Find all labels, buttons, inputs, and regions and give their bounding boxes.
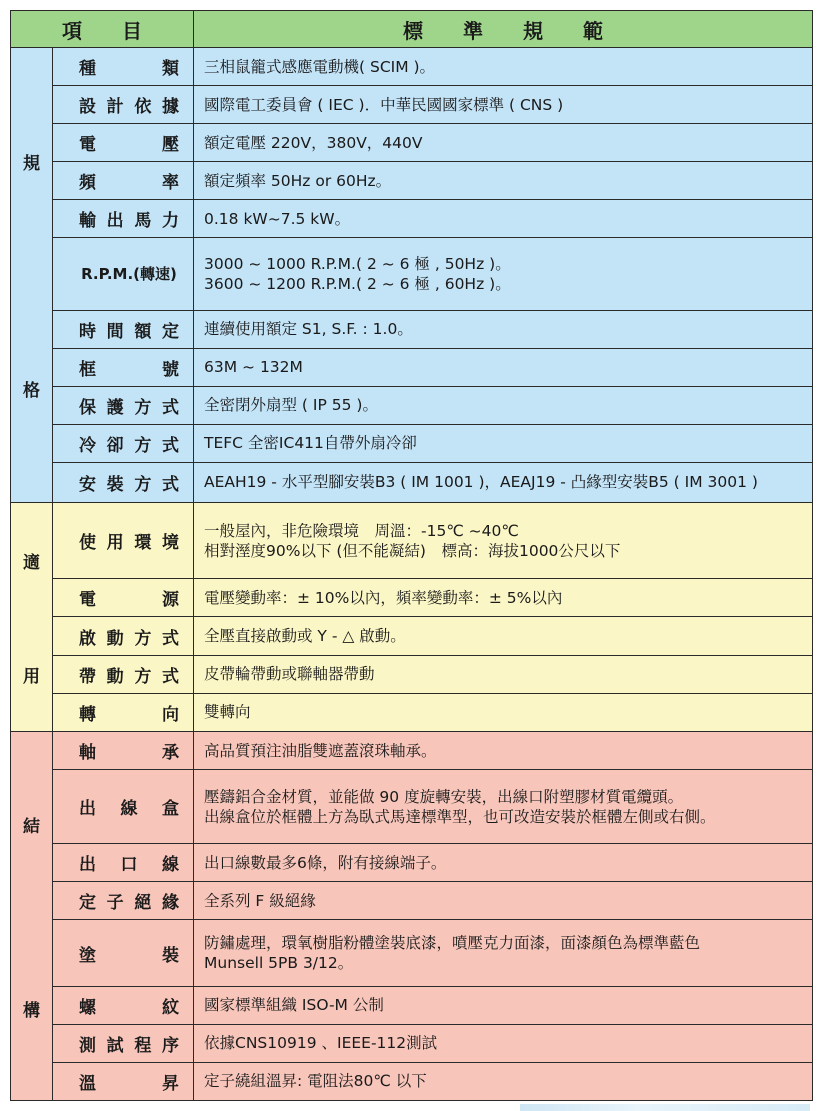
- row-item-char: 口: [120, 855, 138, 876]
- row-item-label: [53, 348, 194, 386]
- row-item-char: 定: [79, 893, 96, 914]
- row-item-char: 帶: [79, 666, 96, 687]
- row-item-char: 線: [162, 855, 179, 876]
- row-item-char: 方: [134, 474, 152, 495]
- table-row: [11, 579, 813, 617]
- row-item-char: 轉: [79, 704, 96, 725]
- value-line: 全密閉外扇型 ( IP 55 )。: [204, 396, 378, 415]
- row-item-label: [53, 462, 194, 502]
- value-line: 全系列 F 級絕緣: [204, 891, 316, 910]
- row-item-char: 源: [162, 590, 179, 611]
- value-line: 額定電壓 220V，380V，440V: [204, 133, 423, 152]
- row-item-label: [53, 579, 194, 617]
- row-item-label: [53, 920, 194, 986]
- spec-table: [10, 10, 813, 1101]
- table-row: [11, 348, 813, 386]
- value-line: 出口線數最多6條，附有接線端子。: [204, 853, 447, 872]
- table-row: [11, 732, 813, 770]
- row-item-char: 種: [79, 59, 96, 80]
- row-value: [194, 655, 813, 693]
- row-value: [194, 503, 813, 579]
- row-item-char: 序: [161, 1035, 179, 1056]
- row-item-char: 保: [79, 397, 96, 418]
- row-item-label: [53, 732, 194, 770]
- value-line: AEAH19 - 水平型腳安裝B3 ( IM 1001 )，AEAJ19 - 凸緣型安裝B5 ( IM 3001 ): [204, 473, 758, 492]
- value-line: 定子繞組溫昇: 電阻法80℃ 以下: [204, 1072, 427, 1091]
- row-item-char: 承: [162, 743, 179, 764]
- row-value: [194, 844, 813, 882]
- row-item-char: 設: [79, 97, 96, 118]
- value-line: 依據CNS10919 、IEEE-112測試: [204, 1034, 438, 1053]
- row-item-char: 依: [134, 97, 152, 118]
- row-item-char: 據: [161, 97, 179, 118]
- table-row: [11, 200, 813, 238]
- row-item-char: 用: [106, 533, 124, 554]
- row-value: [194, 693, 813, 731]
- row-value: [194, 882, 813, 920]
- table-header-row: [11, 11, 813, 48]
- row-item-label: [53, 882, 194, 920]
- row-value: [194, 1062, 813, 1100]
- table-row: [11, 617, 813, 655]
- row-item-label: [53, 200, 194, 238]
- table-row: [11, 1062, 813, 1100]
- row-item-char: 頻: [79, 173, 96, 194]
- row-item-label: [53, 770, 194, 844]
- row-item-label: [53, 503, 194, 579]
- row-item-char: 式: [161, 474, 179, 495]
- table-row: [11, 655, 813, 693]
- row-item-label: [53, 1024, 194, 1062]
- row-item-label: [53, 124, 194, 162]
- value-line: 高品質預注油脂雙遮蓋滾珠軸承。: [204, 741, 437, 760]
- table-row: [11, 424, 813, 462]
- row-item-char: 方: [134, 397, 152, 418]
- row-value: [194, 124, 813, 162]
- row-item-char: 昇: [162, 1073, 179, 1094]
- value-line: Munsell 5PB 3/12。: [204, 954, 354, 973]
- value-line: 3000 ~ 1000 R.P.M.( 2 ~ 6 極 , 50Hz )。: [204, 254, 511, 273]
- row-item-char: 測: [79, 1035, 96, 1056]
- row-item-char: 試: [106, 1035, 124, 1056]
- row-item-label: [53, 844, 194, 882]
- row-item-char: 時: [79, 321, 96, 342]
- row-item-char: 動: [106, 628, 124, 649]
- row-value: [194, 386, 813, 424]
- value-line: 一般屋內，非危險環境 周溫：-15℃ ~40℃: [204, 521, 519, 540]
- table-row: [11, 124, 813, 162]
- row-item-char: 方: [134, 666, 152, 687]
- table-row: [11, 986, 813, 1024]
- group-char: 規: [23, 154, 40, 174]
- row-value: [194, 770, 813, 844]
- row-item-char: 定: [161, 321, 179, 342]
- row-item-label: [53, 86, 194, 124]
- value-line: 0.18 kW~7.5 kW。: [204, 209, 351, 228]
- group-char: 構: [23, 1000, 40, 1021]
- value-line: 出線盒位於框體上方為臥式馬達標準型，也可改造安裝於框體左側或右側。: [204, 807, 716, 826]
- row-item-char: 率: [162, 173, 179, 194]
- row-value: [194, 1024, 813, 1062]
- value-line: 連續使用額定 S1, S.F. : 1.0。: [204, 320, 413, 339]
- row-value: [194, 462, 813, 502]
- row-item-char: 程: [134, 1035, 152, 1056]
- row-item-char: 緣: [161, 893, 179, 914]
- group-label-env: [11, 503, 53, 732]
- row-value: [194, 86, 813, 124]
- row-item-char: 方: [134, 435, 152, 456]
- row-value: [194, 238, 813, 310]
- row-item-char: 卻: [106, 435, 124, 456]
- group-label-spec: [11, 48, 53, 503]
- row-item-char: 方: [134, 628, 152, 649]
- value-line: 三相鼠籠式感應電動機( SCIM )。: [204, 57, 436, 76]
- row-item-char: 類: [162, 59, 179, 80]
- row-item-char: 馬: [134, 211, 152, 232]
- value-line: 雙轉向: [204, 703, 251, 722]
- row-item-char: 出: [79, 855, 96, 876]
- row-item-label: [53, 655, 194, 693]
- row-item-char: 號: [162, 359, 179, 380]
- row-item-char: 啟: [79, 628, 96, 649]
- row-item-char: 出: [106, 211, 124, 232]
- table-row: [11, 162, 813, 200]
- row-item-char: 力: [161, 211, 179, 232]
- value-line: 壓鑄鋁合金材質，並能做 90 度旋轉安裝，出線口附塑膠材質電纜頭。: [204, 787, 684, 806]
- value-line: 3600 ~ 1200 R.P.M.( 2 ~ 6 極 , 60Hz )。: [204, 274, 511, 293]
- value-line: 國家標準組織 ISO-M 公制: [204, 996, 384, 1015]
- row-item-char: 軸: [79, 743, 96, 764]
- value-line: 相對溼度90%以下 (但不能凝結) 標高：海拔1000公尺以下: [204, 541, 621, 560]
- row-item-char: 動: [106, 666, 124, 687]
- row-item-char: 塗: [79, 945, 96, 966]
- table-row: [11, 310, 813, 348]
- row-item-char: 式: [161, 666, 179, 687]
- row-value: [194, 162, 813, 200]
- table-row: [11, 693, 813, 731]
- table-row: [11, 503, 813, 579]
- row-item-label: [53, 1062, 194, 1100]
- row-item-char: 電: [79, 590, 96, 611]
- value-line: 額定頻率 50Hz or 60Hz。: [204, 171, 392, 190]
- row-item-char: 式: [161, 397, 179, 418]
- row-item-char: 向: [162, 704, 179, 725]
- row-item-char: 護: [106, 397, 124, 418]
- row-item-char: 子: [106, 893, 124, 914]
- row-item-char: 盒: [162, 799, 179, 820]
- group-char: 結: [23, 816, 40, 837]
- table-row: [11, 770, 813, 844]
- row-item-char: 使: [79, 533, 96, 554]
- row-item-char: 螺: [79, 997, 96, 1018]
- group-char: 適: [23, 552, 40, 573]
- row-item-char: 絕: [134, 893, 152, 914]
- value-line: 國際電工委員會 ( IEC )．中華民國國家標準 ( CNS ): [204, 95, 564, 114]
- row-item-char: 裝: [106, 474, 124, 495]
- row-value: [194, 310, 813, 348]
- header-item: 項 目: [11, 11, 194, 48]
- header-standard: 標 準 規 範: [194, 11, 813, 48]
- row-item-label: [53, 617, 194, 655]
- row-item-char: 式: [161, 435, 179, 456]
- table-row: [11, 48, 813, 86]
- row-item-char: 境: [161, 533, 179, 554]
- row-item-char: 出: [79, 799, 96, 820]
- table-row: [11, 920, 813, 986]
- row-item-label: [53, 986, 194, 1024]
- value-line: 皮帶輪帶動或聯軸器帶動: [204, 665, 375, 684]
- table-row: [11, 462, 813, 502]
- row-value: [194, 200, 813, 238]
- row-item-text: R.P.M.(轉速): [81, 265, 177, 284]
- footer-strip: [520, 1104, 810, 1111]
- row-value: [194, 424, 813, 462]
- group-label-struct: [11, 732, 53, 1101]
- table-row: [11, 882, 813, 920]
- row-item-char: 輸: [79, 211, 96, 232]
- table-row: [11, 1024, 813, 1062]
- table-row: [11, 238, 813, 310]
- value-line: 全壓直接啟動或 Y - △ 啟動。: [204, 627, 406, 646]
- row-item-char: 框: [79, 359, 96, 380]
- value-line: 63M ~ 132M: [204, 358, 303, 377]
- row-item-label: [53, 386, 194, 424]
- row-item-label: [53, 48, 194, 86]
- row-item-label: [53, 162, 194, 200]
- row-value: [194, 348, 813, 386]
- row-value: [194, 920, 813, 986]
- row-value: [194, 48, 813, 86]
- group-char: 用: [23, 666, 40, 687]
- group-char: 格: [23, 381, 40, 401]
- table-row: [11, 86, 813, 124]
- row-item-char: 式: [161, 628, 179, 649]
- row-item-label: [53, 693, 194, 731]
- row-value: [194, 732, 813, 770]
- row-value: [194, 579, 813, 617]
- value-line: TEFC 全密IC411自帶外扇冷卻: [204, 434, 417, 453]
- value-line: 防鏽處理，環氧樹脂粉體塗裝底漆，噴壓克力面漆，面漆顏色為標準藍色: [204, 934, 701, 953]
- row-item-label: [53, 424, 194, 462]
- row-item-char: 紋: [162, 997, 179, 1018]
- row-item-char: 間: [106, 321, 124, 342]
- row-value: [194, 986, 813, 1024]
- row-item-char: 線: [120, 799, 138, 820]
- row-item-label: [53, 238, 194, 310]
- row-item-char: 安: [79, 474, 96, 495]
- row-item-char: 額: [134, 321, 152, 342]
- table-row: [11, 844, 813, 882]
- row-item-char: 電: [79, 135, 96, 156]
- row-item-char: 冷: [79, 435, 96, 456]
- table-row: [11, 386, 813, 424]
- row-item-label: [53, 310, 194, 348]
- value-line: 電壓變動率：± 10%以內，頻率變動率：± 5%以內: [204, 588, 563, 607]
- row-item-char: 環: [134, 533, 152, 554]
- row-item-char: 計: [106, 97, 124, 118]
- row-value: [194, 617, 813, 655]
- row-item-char: 壓: [162, 135, 179, 156]
- row-item-char: 裝: [162, 945, 179, 966]
- row-item-char: 溫: [79, 1073, 96, 1094]
